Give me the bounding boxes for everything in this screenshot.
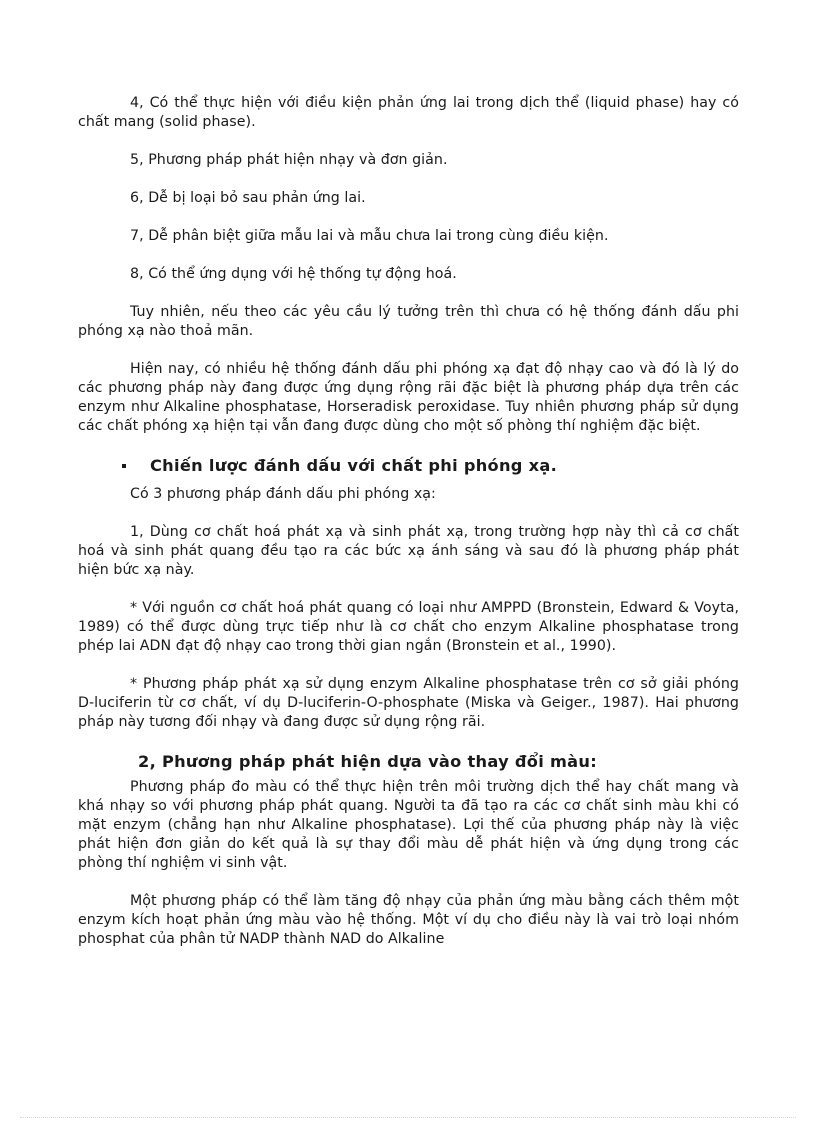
paragraph-luciferin: * Phương pháp phát xạ sử dụng enzym Alkaline phosphatase trên cơ sở giải phóng D-luciferin từ cơ chất, ví dụ D-luciferin-O-phosphate (Miska và Geiger., 1987). Hai phương pháp này tương đối nhạy và đang được sử dụng rộng rãi.	[78, 676, 739, 730]
paragraph-however: Tuy nhiên, nếu theo các yêu cầu lý tưởng trên thì chưa có hệ thống đánh dấu phi phóng xạ nào thoả mãn.	[78, 304, 739, 339]
document-page	[78, 94, 739, 949]
paragraph-currently: Hiện nay, có nhiều hệ thống đánh dấu phi phóng xạ đạt độ nhạy cao và đó là lý do các phương pháp này đang được ứng dụng rộng rãi đặc biệt là phương pháp dựa trên các enzym như Alkaline phosphatase, Horseradisk peroxidase. Tuy nhiên phương pháp sử dụng các chất phóng xạ hiện tại vẫn đang được dùng cho một số phòng thí nghiệm đặc biệt.	[78, 361, 739, 434]
paragraph-item-4: 4, Có thể thực hiện với điều kiện phản ứng lai trong dịch thể (liquid phase) hay có chất mang (solid phase).	[78, 95, 739, 130]
section-heading-strategy	[122, 455, 739, 477]
paragraph-colorimetric: Phương pháp đo màu có thể thực hiện trên môi trường dịch thể hay chất mang và khá nhạy so với phương pháp phát quang. Người ta đã tạo ra các cơ chất sinh màu khi có mặt enzym (chẳng hạn như Alkaline phosphatase). Lợi thế của phương pháp này là việc phát hiện đơn giản do kết quả là sự thay đổi màu dễ phát hiện và ứng dụng trong các phòng thí nghiệm vi sinh vật.	[78, 779, 739, 871]
paragraph-item-5: 5, Phương pháp phát hiện nhạy và đơn giản.	[130, 152, 448, 168]
paragraph-three-methods: Có 3 phương pháp đánh dấu phi phóng xạ:	[130, 486, 436, 502]
paragraph-item-6: 6, Dễ bị loại bỏ sau phản ứng lai.	[130, 190, 366, 206]
paragraph-item-8: 8, Có thể ứng dụng với hệ thống tự động hoá.	[130, 266, 457, 282]
page-bottom-rule	[20, 1117, 796, 1118]
paragraph-enzyme-amplification: Một phương pháp có thể làm tăng độ nhạy của phản ứng màu bằng cách thêm một enzym kích hoạt phản ứng màu vào hệ thống. Một ví dụ cho điều này là vai trò loại nhóm phosphat của phân tử NADP thành NAD do Alkaline	[78, 893, 739, 947]
paragraph-item-7: 7, Dễ phân biệt giữa mẫu lai và mẫu chưa lai trong cùng điều kiện.	[130, 228, 609, 244]
paragraph-ampd: * Với nguồn cơ chất hoá phát quang có loại như AMPPD (Bronstein, Edward & Voyta, 1989) có thể được dùng trực tiếp như là cơ chất cho enzym Alkaline phosphatase trong phép lai ADN đạt độ nhạy cao trong thời gian ngắn (Bronstein et al., 1990).	[78, 600, 739, 654]
section-heading-color-method: 2, Phương pháp phát hiện dựa vào thay đổi màu:	[138, 752, 597, 771]
bullet-icon	[122, 464, 126, 468]
section-heading-strategy-text: Chiến lược đánh dấu với chất phi phóng xạ.	[150, 456, 558, 475]
paragraph-method-1: 1, Dùng cơ chất hoá phát xạ và sinh phát xạ, trong trường hợp này thì cả cơ chất hoá và sinh phát quang đều tạo ra các bức xạ ánh sáng và sau đó là phương pháp phát hiện bức xạ này.	[78, 524, 739, 578]
